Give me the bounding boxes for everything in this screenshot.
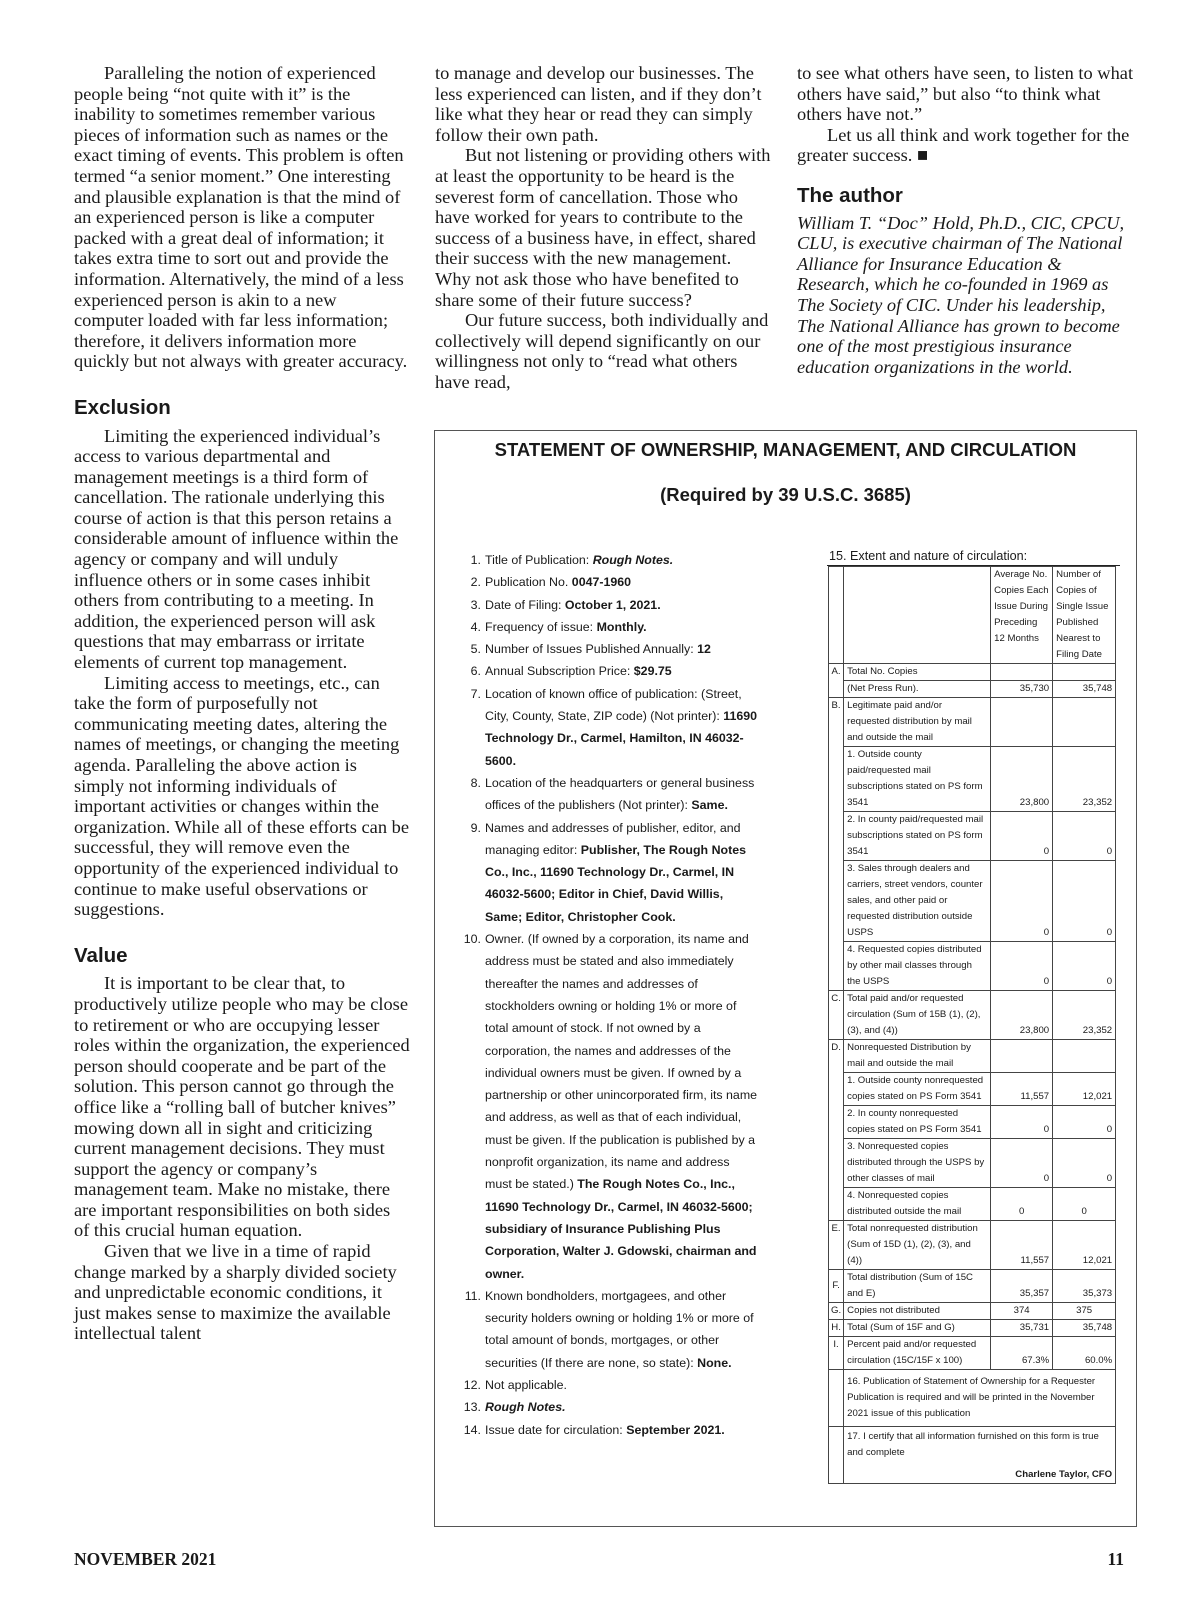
column-header-single: Number of Copies of Single Issue Published Nearest to Filing Date	[1053, 567, 1116, 664]
item-value: Publisher, The Rough Notes Co., Inc., 11690 Technology Dr., Carmel, IN 46032-5600; Editor in Chief, David Willis, Same; Editor, Christopher Cook.	[485, 842, 746, 924]
row-letter: G.	[829, 1303, 844, 1320]
statement-subtitle: (Required by 39 U.S.C. 3685)	[660, 484, 911, 505]
column-header-average: Average No. Copies Each Issue During Preceding 12 Months	[991, 567, 1053, 664]
item-label: Date of Filing:	[485, 597, 562, 612]
item-value: 12	[697, 642, 711, 657]
row-letter: I.	[829, 1337, 844, 1370]
item-value: None.	[697, 1355, 732, 1370]
paragraph: Paralleling the notion of experienced people being “not quite with it” is the inability to sometimes remember various pieces of information such as names or the exact timing of events. This problem is often termed “a senior moment.” One interesting and plausible explanation is that the mind of an experienced person is like a computer packed with a great deal of information; it takes extra time to sort out and provide the information. Alternatively, the mind of a less experienced person is akin to a new computer loaded with far less information; therefore, it delivers information more quickly but not always with greater accuracy.	[74, 63, 408, 372]
item-number: 14.	[463, 1422, 481, 1437]
row-letter: D.	[829, 1040, 844, 1221]
table-row: G. Copies not distributed 374 375	[829, 1303, 1116, 1320]
table-row: 1. Outside county paid/requested mail subscriptions stated on PS form 3541 23,800 23,352	[829, 747, 1116, 812]
paragraph: It is important to be clear that, to productively utilize people who may be close to retirement or who are occupying lesser roles within the organization, the experienced person should cooperate and be part of the solution. This person cannot go through the office like a “rolling ball of butcher knives” mowing down all in sight and criticizing current management decisions. They must support the agency or company’s management team. Make no mistake, there are important responsibilities on both sides of this crucial human equation.	[74, 973, 410, 1241]
table-row: A. Total No. Copies	[829, 664, 1116, 681]
item-label: Names and addresses of publisher, editor, and managing editor:	[485, 820, 741, 857]
statement-item	[459, 817, 759, 928]
circulation-heading: 15. Extent and nature of circulation:	[829, 549, 1028, 563]
row-letter: E.	[829, 1221, 844, 1270]
table-row: 4. Requested copies distributed by other mail classes through the USPS 0 0	[829, 942, 1116, 991]
paragraph: Limiting the experienced individual’s access to various departmental and management meetings is a third form of cancellation. The rationale underlying this course of action is that this person retains a considerable amount of influence within the agency or company and will unduly influence others or in some cases inhibit others from contributing to a meeting. In addition, the experienced person will ask questions that may embarrass or irritate elements of current top management.	[74, 425, 399, 673]
table-row: E. Total nonrequested distribution (Sum of 15D (1), (2), (3), and (4)) 11,557 12,021	[829, 1221, 1116, 1270]
table-row	[829, 1427, 1116, 1468]
table-row: B. Legitimate paid and/or requested distribution by mail and outside the mail	[829, 698, 1116, 747]
item-label: Number of Issues Published Annually:	[485, 642, 694, 657]
table-row: (Net Press Run). 35,730 35,748	[829, 681, 1116, 698]
table-row: F. Total distribution (Sum of 15C and E) 35,357 35,373	[829, 1270, 1116, 1303]
statement-items-list	[459, 549, 759, 1441]
item-number: 9.	[470, 820, 481, 835]
paragraph: But not listening or providing others with at least the opportunity to be heard is the severest form of cancellation. Those who have worked for years to contribute to the success of a business have, in effect, shared their success with the new management. Why not ask those who have benefited to share some of their future success?	[435, 145, 771, 310]
section-heading-exclusion: Exclusion	[74, 395, 171, 419]
statement-item	[459, 1285, 759, 1374]
note-17: 17. I certify that all information furnished on this form is true and complete	[844, 1427, 1116, 1468]
item-number: 2.	[470, 575, 481, 590]
statement-item	[459, 638, 759, 660]
statement-item	[459, 1374, 759, 1396]
table-row	[829, 1467, 1116, 1484]
paragraph: Our future success, both individually and collectively will depend significantly on our willingness not only to “read what others have read,	[435, 310, 769, 392]
paragraph: to manage and develop our businesses. The less experienced can listen, and if they don’t like what they hear or read they can simply follow their own path.	[435, 63, 762, 145]
article-column-2	[435, 63, 771, 393]
row-letter: H.	[829, 1320, 844, 1337]
item-number: 7.	[470, 686, 481, 701]
item-number: 13.	[463, 1400, 481, 1415]
statement-item	[459, 1396, 759, 1418]
table-row: 2. In county nonrequested copies stated on PS Form 3541 0 0	[829, 1106, 1116, 1139]
footer-page-number: 11	[1107, 1549, 1124, 1569]
item-label: Publication No.	[485, 575, 569, 590]
row-letter: F.	[829, 1270, 844, 1303]
item-value: Rough Notes.	[592, 553, 674, 567]
item-value: Monthly.	[596, 619, 647, 634]
table-row: 4. Nonrequested copies distributed outside the mail 0 0	[829, 1188, 1116, 1221]
statement-item	[459, 571, 759, 593]
section-heading-value: Value	[74, 943, 128, 967]
item-label: Issue date for circulation:	[485, 1422, 623, 1437]
author-bio: William T. “Doc” Hold, Ph.D., CIC, CPCU, CLU, is executive chairman of The National Alliance for Insurance Education & Research, which he co-founded in 1969 as The Society of CIC. Under his leadership, The National Alliance has grown to become one of the most prestigious insurance education organizations in the world.	[797, 212, 1125, 377]
row-letter: C.	[829, 991, 844, 1040]
item-number: 8.	[470, 775, 481, 790]
table-row: I. Percent paid and/or requested circulation (15C/15F x 100) 67.3% 60.0%	[829, 1337, 1116, 1370]
statement-item	[459, 549, 759, 571]
table-row	[829, 567, 1116, 664]
row-letter: A.	[829, 664, 844, 698]
item-label: Known bondholders, mortgagees, and other security holders owning or holding 1% or more of total amount of bonds, mortgages, or other securities (If there are none, so state):	[485, 1288, 754, 1370]
item-label: Location of the headquarters or general business offices of the publishers (Not printer):	[485, 775, 755, 813]
item-number: 1.	[470, 553, 481, 567]
paragraph: Limiting access to meetings, etc., can take the form of purposefully not communicating meeting dates, altering the names of meetings, or changing the meeting agenda. Paralleling the above action is simply not informing individuals of important activities or changes within the organization. While all of these efforts can be successful, they will remove even the opportunity of the experienced individual to continue to make useful observations or suggestions.	[74, 672, 409, 920]
footer-issue: NOVEMBER 2021	[74, 1549, 217, 1569]
item-number: 12.	[463, 1377, 481, 1392]
table-row: H. Total (Sum of 15F and G) 35,731 35,748	[829, 1320, 1116, 1337]
circulation-table	[828, 566, 1116, 1484]
statement-item	[459, 1419, 759, 1441]
item-label: Not applicable.	[485, 1377, 567, 1392]
item-value: October 1, 2021.	[564, 597, 661, 612]
item-value: Rough Notes.	[485, 1400, 566, 1415]
item-number: 4.	[470, 619, 481, 634]
table-row: 2. In county paid/requested mail subscriptions stated on PS form 3541 0 0	[829, 812, 1116, 861]
item-number: 11.	[464, 1288, 481, 1303]
table-row: D. Nonrequested Distribution by mail and outside the mail	[829, 1040, 1116, 1073]
article-column-1	[74, 63, 410, 1344]
item-label: Owner. (If owned by a corporation, its name and address must be stated and also immediately thereafter the names and addresses of stockholders owning or holding 1% or more of total amount of stock. If not owned by a corporation, the names and addresses of the individual owners must be given. If owned by a partnership or other unincorporated firm, its name and address, as well as that of each individual, must be given. If the publication is published by a nonprofit organization, its name and address must be stated.)	[485, 932, 758, 1192]
item-label: Location of known office of publication: (Street, City, County, State, ZIP code) (Not printer):	[485, 686, 742, 724]
item-label: Annual Subscription Price:	[485, 664, 631, 679]
statement-item	[459, 616, 759, 638]
item-label: Title of Publication:	[485, 553, 590, 567]
statement-title: STATEMENT OF OWNERSHIP, MANAGEMENT, AND CIRCULATION	[494, 439, 1077, 460]
item-number: 6.	[470, 664, 481, 679]
note-16: 16. Publication of Statement of Ownership for a Requester Publication is required and will be printed in the November 2021 issue of this publication	[844, 1370, 1116, 1427]
statement-item	[459, 928, 759, 1285]
article-column-3	[797, 63, 1135, 377]
statement-item	[459, 660, 759, 682]
table-row	[829, 1370, 1116, 1427]
statement-item	[459, 594, 759, 616]
paragraph: Let us all think and work together for the greater success. ■	[797, 124, 1130, 166]
item-value: 11690 Technology Dr., Carmel, Hamilton, IN 46032-5600.	[485, 709, 758, 768]
item-value: The Rough Notes Co., Inc., 11690 Technology Dr., Carmel, IN 46032-5600; subsidiary of Insurance Publishing Plus Corporation, Walter J. Gdowski, chairman and owner.	[485, 1177, 757, 1281]
item-value: $29.75	[633, 664, 672, 679]
statement-of-ownership-box	[434, 430, 1137, 1527]
paragraph: Given that we live in a time of rapid change marked by a sharply divided society and unpredictable economic conditions, it just makes sense to maximize the available intellectual talent	[74, 1241, 397, 1344]
item-label: Frequency of issue:	[485, 619, 594, 634]
section-heading-author: The author	[797, 183, 903, 207]
paragraph: to see what others have seen, to listen to what others have said,” but also “to think what others have not.”	[797, 63, 1134, 125]
statement-item	[459, 772, 759, 817]
row-letter: B.	[829, 698, 844, 991]
item-number: 10.	[463, 932, 481, 947]
item-value: 0047-1960	[571, 575, 632, 590]
item-number: 5.	[470, 642, 481, 657]
item-value: September 2021.	[626, 1422, 725, 1437]
table-row: 3. Nonrequested copies distributed through the USPS by other classes of mail 0 0	[829, 1139, 1116, 1188]
item-number: 3.	[470, 597, 481, 612]
signature: Charlene Taylor, CFO	[844, 1467, 1116, 1484]
table-row: C. Total paid and/or requested circulation (Sum of 15B (1), (2), (3), and (4)) 23,800 23,352	[829, 991, 1116, 1040]
table-row: 1. Outside county nonrequested copies stated on PS Form 3541 11,557 12,021	[829, 1073, 1116, 1106]
statement-item	[459, 683, 759, 772]
table-row: 3. Sales through dealers and carriers, street vendors, counter sales, and other paid or requested distribution outside USPS 0 0	[829, 861, 1116, 942]
item-value: Same.	[691, 798, 728, 813]
